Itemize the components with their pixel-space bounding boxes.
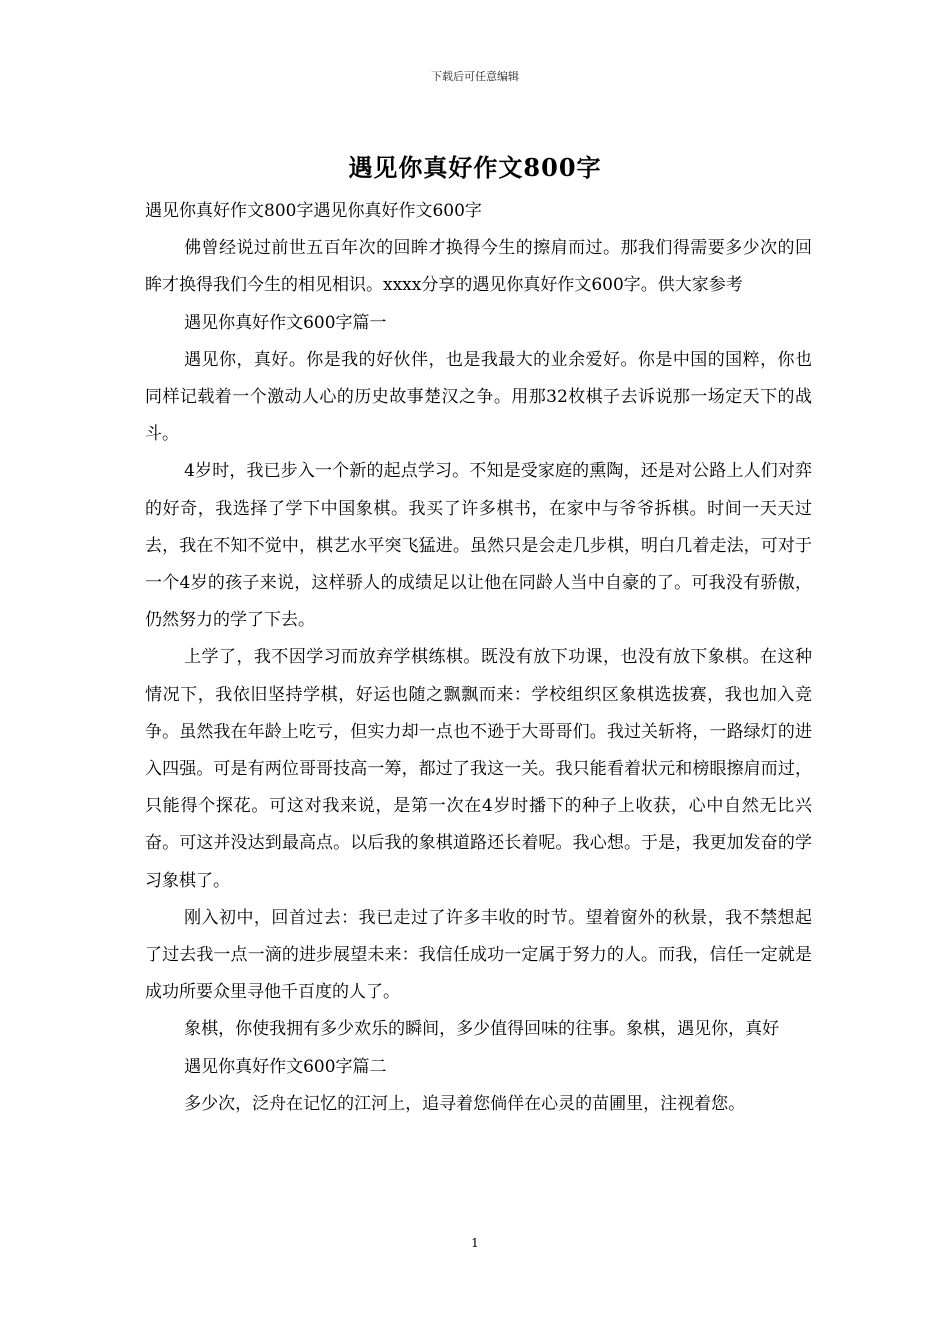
subtitle-line: 遇见你真好作文800字遇见你真好作文600字 <box>145 201 482 221</box>
intro-paragraph: 佛曾经说过前世五百年次的回眸才换得今生的擦肩而过。那我们得需要多少次的回眸才换得我们今生的相见相识。xxxx分享的遇见你真好作文600字。供大家参考 <box>145 238 812 296</box>
section-heading-1: 遇见你真好作文600字篇一 <box>184 312 387 333</box>
paragraph: 4岁时，我已步入一个新的起点学习。不知是受家庭的熏陶，还是对公路上人们对弈的好奇，我选择了学下中国象棋。我买了许多棋书，在家中与爷爷拆棋。时间一天天过去，我在不知不觉中，棋艺水平突飞猛进。虽然只是会走几步棋，明白几着走法，可对于一个4岁的孩子来说，这样骄人的成绩足以让他在同龄人当中自豪的了。可我没有骄傲，仍然努力的学了下去。 <box>145 461 812 631</box>
paragraph: 多少次，泛舟在记忆的江河上，追寻着您倘佯在心灵的苗圃里，注视着您。 <box>184 1093 746 1114</box>
paragraph: 刚入初中，回首过去：我已走过了许多丰收的时节。望着窗外的秋景，我不禁想起了过去我一点一滴的进步展望未来：我信任成功一定属于努力的人。而我，信任一定就是成功所要众里寻他千百度的人了。 <box>145 907 812 1003</box>
document-body <box>145 193 812 1123</box>
header-note: 下载后可任意编辑 <box>431 70 519 83</box>
page-number: 1 <box>471 1236 479 1250</box>
paragraph: 象棋，你使我拥有多少欢乐的瞬间，多少值得回味的往事。象棋，遇见你，真好 <box>184 1019 780 1040</box>
section-heading-2: 遇见你真好作文600字篇二 <box>184 1056 387 1077</box>
paragraph: 遇见你，真好。你是我的好伙伴，也是我最大的业余爱好。你是中国的国粹，你也同样记载着一个激动人心的历史故事楚汉之争。用那32枚棋子去诉说那一场定天下的战斗。 <box>145 349 812 445</box>
document-title: 遇见你真好作文800字 <box>348 153 602 182</box>
paragraph: 上学了，我不因学习而放弃学棋练棋。既没有放下功课，也没有放下象棋。在这种情况下，我依旧坚持学棋，好运也随之飘飘而来：学校组织区象棋选拔赛，我也加入竞争。虽然我在年龄上吃亏，但实力却一点也不逊于大哥哥们。我过关斩将，一路绿灯的进入四强。可是有两位哥哥技高一筹，都过了我这一关。我只能看着状元和榜眼擦肩而过，只能得个探花。可这对我来说，是第一次在4岁时播下的种子上收获，心中自然无比兴奋。可这并没达到最高点。以后我的象棋道路还长着呢。我心想。于是，我更加发奋的学习象棋了。 <box>145 647 812 891</box>
